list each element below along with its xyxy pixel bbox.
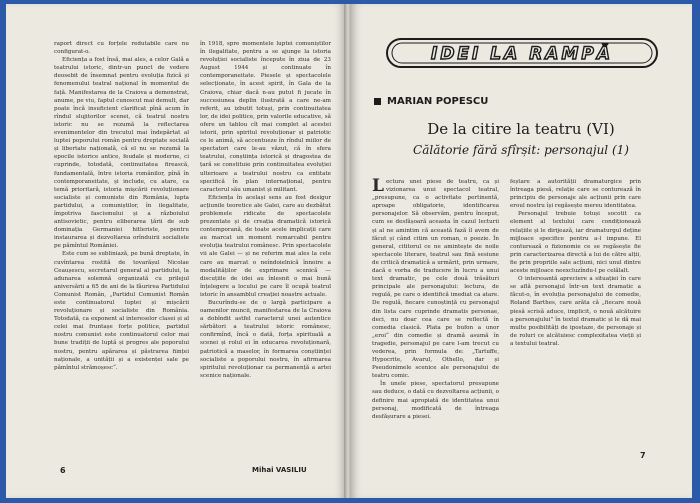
article-title: De la citire la teatru (VI) <box>427 120 615 138</box>
magazine-spread <box>6 4 692 498</box>
rubric-banner <box>386 38 658 68</box>
right-page <box>350 4 692 498</box>
paragraph: Bucurîndu-se de o largă participare a oamenilor muncii, manifestarea de la Craiova a dobîndit astfel caracterul unei autentice sărbători a teatrului istoric românesc, confirmînd, încă o dată, forța spirituală a scenei și rolul ei în educarea revoluționară, patriotică a maselor, în formarea conștiinței socialiste a poporului nostru, în afirmarea spiritului revoluționar ca permanență a artei scenice naționale. <box>200 300 331 379</box>
banner-title: IDEI LA RAMPĂ <box>431 44 613 64</box>
paragraph: Eficiența în același sens au fost desigur acțiunile teoretice ale Galei, care au dezbătut problemele ridicate de spectacolele prezentate și de creația dramatică istorică contemporană, de toate acele implicații care au marcat un moment remarcabil pentru evoluția teatrului românesc. Prin spectacolele vii ale Galei — și ne referim mai ales la cele care au marcat o neîndoielnică înnoire a modalităților de exprimare scenică — discuțiile de idei au înlesnit o mai bună înțelegere a locului pe care îl ocupă teatrul istoric în ansamblul creației noastre actuale. <box>200 194 331 298</box>
paragraph: în 1918, spre momentele luptei comuniștilor în ilegalitate, pentru a se ajunge la istoria revoluției socialiste începute în ziua de 23 August 1944 și continuate în contemporaneitate. Piesele și spectacolele selecționate, în acest spirit, în Gala de la Craiova, chiar dacă n-au putut fi jucate în succesiunea deplin ilustrată a care ne-am referit, au izbutit totuși, prin continuitatea lor, de idei politice, prin valorile educative, să ofere un tablou cît mai complet al acestei istorii, prin spiritul revoluționar și patriotic ce le animă, să accentueze în rîndul miilor de spectatori care le-au văzut, că în sfera teatrului, conștiința istorică și dragostea de țară se constituie prin continuitatea evoluției ulterioare a teatrului nostru ca entitate specifică în plan internațional, pentru caracterul său umanist și militant. <box>200 41 331 193</box>
paragraph-text: ectura unei piese de teatru, ca și vizionarea unui spectacol teatral, „presupune, ca o activitate pertinentă, aproape obligatorie, identificarea personajelor. Să observăm, pentru început, cum se desfășoară aceasta în cazul lecturii și al ne amintim că această fază îl avem de făcut și când citim un roman, o poezie. În general, cititorul ce ne amintește de noile spectacole literare, teatrul sau fină sesiune de critică dramatică a urmărit, prin urmare, dacă e vorba de traducere în lucru a unui text dramatic, pe cele două trăsături principale ale personajului: lectura, de regulă, pe care o identifică imediat ca atare. De regulă, fiecare cunoștință cu personajul din lista care cuprinde dramatis personae, deci, nu doar cea care se reflectă în comedia clasică. Plata pe bufon a unor „eroi“ din comedie și dramă asumă în tragedie, personajul pe care l-am trecut cu vederea, prin formula de: „Tartuffe, Hypocrite, Avarul, Othello, dar și Pseudonimele scenice ale personajului de teatru comic. <box>372 179 499 380</box>
bullet-square-icon <box>374 98 381 105</box>
paragraph: feștare a autorității dramaturgice prin întreaga piesă, relație care se conturează în principiu de personaje ale acțiunii prin care eroul nostru își regăsește mereu identitatea. <box>510 179 641 210</box>
author-signature: Mihai VASILIU <box>252 466 307 474</box>
drop-cap: L <box>372 176 384 196</box>
author-name: MARIAN POPESCU <box>387 96 489 107</box>
paragraph: Este cum se subliniază, pe bună dreptate, în cuvîntarea rostită de tovarășul Nicolae Ceaușescu, secretarul general al partidului, la adunarea solemnă organizată cu prilejul aniversării a 65 de ani de la făurirea Partidului Comunist Român, „Partidul Comunist Român este continuatorul luptei și mișcării revoluționare și socialiste din România. Totodată, ca exponent al intereselor clasei și al celei mai fruntașe forțe politice, partidul nostru comunist este continuatorul celor mai bune tradiții de luptă și progres ale poporului nostru, pentru apărarea și păstrarea ființei naționale, a unității și a existenței sale pe pămîntul strămoșesc“. <box>54 251 189 371</box>
page-number-right: 7 <box>640 451 646 460</box>
paragraph: raport direct cu forțele redutabile care nu configurat-o. <box>54 41 189 56</box>
paragraph: Eficiența a fost însă, mai ales, a celor Gală a teatrului istoric, dintr-un punct de vedere deosebit de însemnat pentru evoluția fizică și fenomenului teatral național în momentul de față. Manifestarea de la Craiova a demonstrat, anume, pe viu, faptul cunoscut mai demult, dar poate încă insuficient clarificat pînă acum în rîndul slujitorilor scenei, că teatrul nostru istoric nu se rezumă la reflectarea evenimentelor din trecutul mai îndepărtat al luptei poporului român pentru dreptate socială și libertate națională, că el nu se rezumă la epocile istorice antice, feudale și moderne, ci cuprinde, totodată, continuitatea firească, fundamentală, între istoria românilor, pînă în contemporaneitate, și include, cu atare, ca temă prioritară, istoria mișcării revoluționare socialiste și comuniste din România, lupta partidului, a comuniștilor, în ilegalitate, împotriva fascismului și a războiului antisovietic, pentru eliberarea țării de sub dominația Germaniei hitleriste, pentru instaurarea și dezvoltarea orînduirii socialiste pe pămîntul României. <box>54 57 189 250</box>
paragraph: În unele piese, spectatorul presupune sau deduce, o dată cu dezvoltarea acțiunii, o definire mai apropiată de identitatea unui personaj, modificată de întreaga desfășurare a piesei. <box>372 381 499 420</box>
page-number-left: 6 <box>60 466 66 475</box>
left-column-1 <box>54 40 189 372</box>
article-subtitle: Călătorie fără sfîrșit: personajul (1) <box>413 143 629 157</box>
right-column-1 <box>372 178 499 421</box>
left-column-2 <box>200 40 331 380</box>
paragraph-first <box>372 178 499 380</box>
author-line <box>374 96 488 107</box>
right-column-2 <box>510 178 641 348</box>
paragraph: O interesantă apreciere a situației în care se află personajul într-un text dramatic a făcut-o, în evoluția personajului de comedie, Roland Barthes, care arăta că „fiecare nouă piesă scrisă aduce, implicit, o nouă alcătuire a personajului” în textul dramatic și le dă mai multe posibilități de ipostaze, de personaje și de roluri ce alcătuiesc complexitatea vieții și a textului teatral. <box>510 276 641 347</box>
paragraph: Personajul trebuie totuși socotit ca element al textului care condiționează relațiile și le dirijează, iar dramaturgul deține mijloace specifice pentru a-l impune. El conturează o fizionomie ce se regăsește fie prin caracterizarea directă a lui de către alții, fie prin propriile sale acțiuni, nici unul dintre aceste mijloace neexcluzîndu-l pe celălalt. <box>510 211 641 275</box>
left-page <box>6 4 346 498</box>
